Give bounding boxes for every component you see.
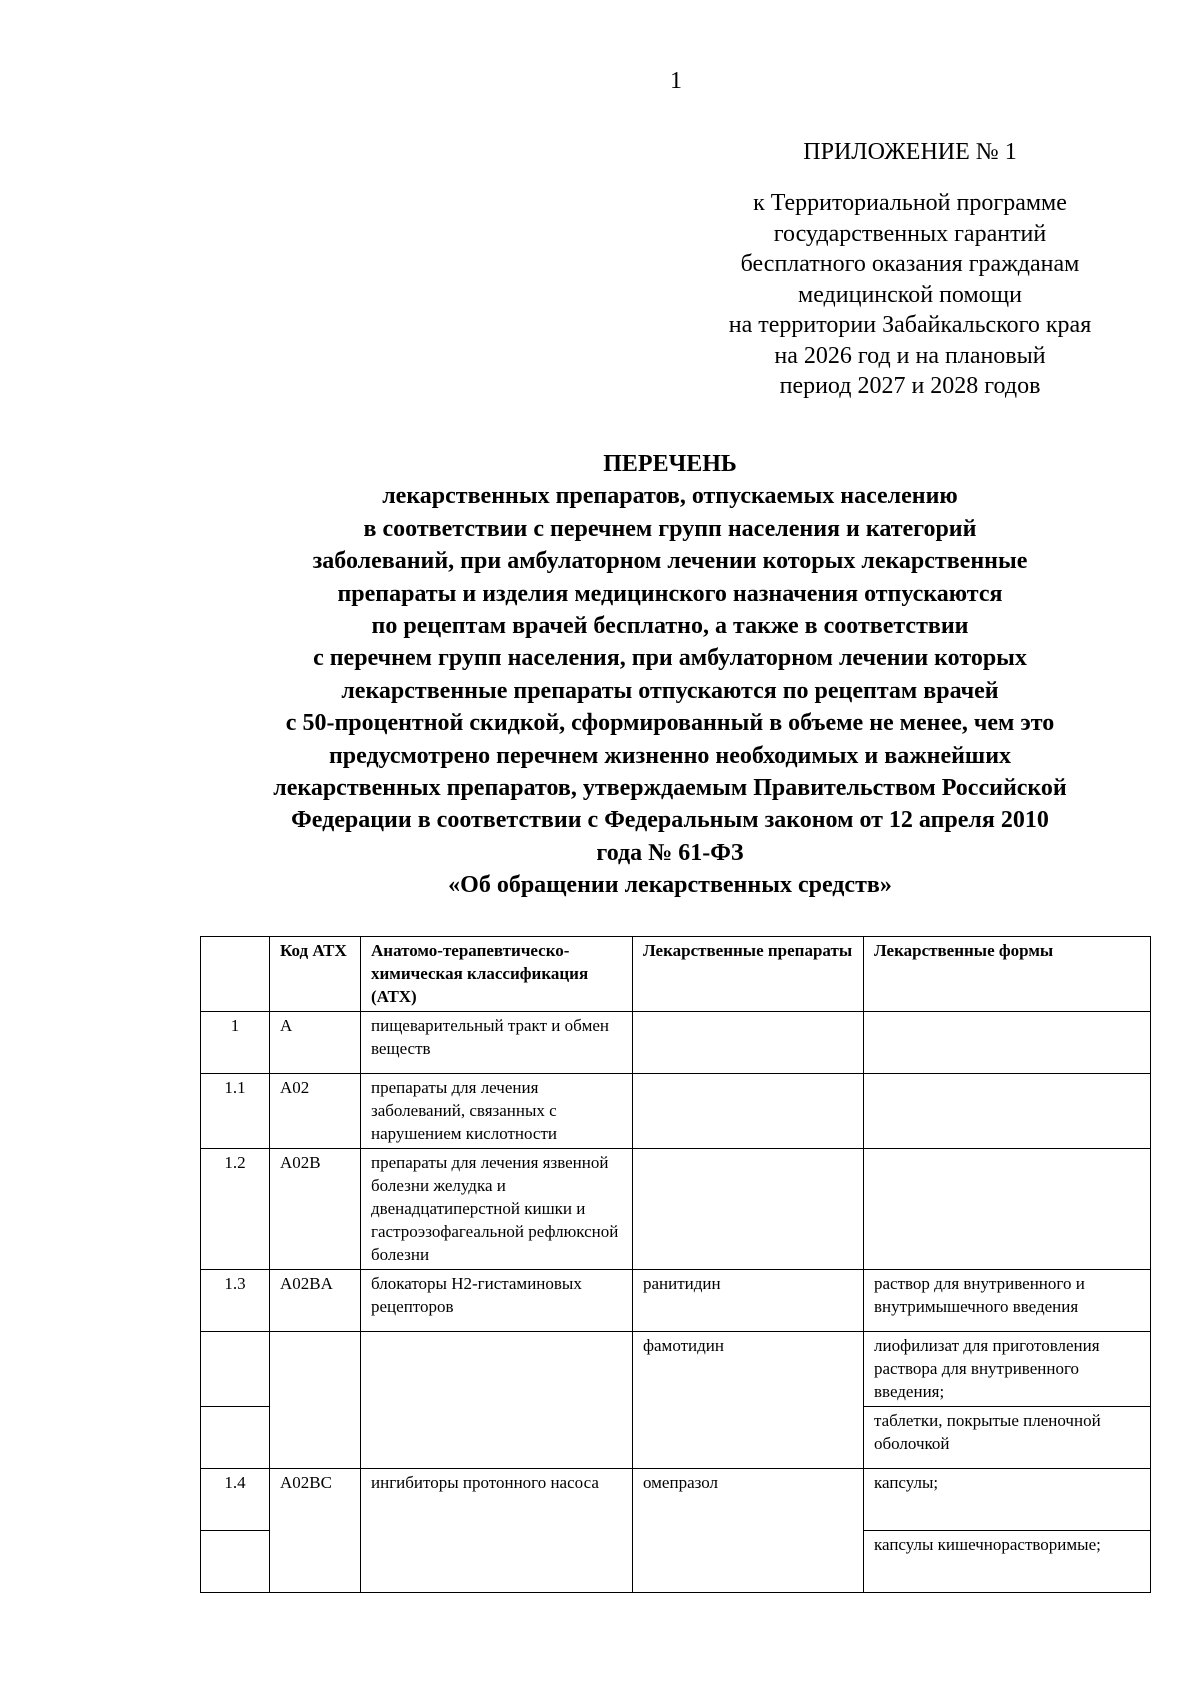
header-forms: Лекарственные формы <box>864 937 1151 1012</box>
row-code: A <box>270 1012 361 1074</box>
table-row <box>201 1012 1151 1074</box>
row-form: таблетки, покрытые пленочной оболочкой <box>864 1407 1151 1469</box>
appendix-line: на 2026 год и на плановый <box>774 342 1046 369</box>
row-form: раствор для внутривенного и внутримышечного введения <box>864 1270 1151 1332</box>
page-number: 1 <box>670 68 682 94</box>
row-form: лиофилизат для приготовления раствора для внутривенного введения; <box>864 1332 1151 1407</box>
header-classification: Анатомо-терапевтическо-химическая классификация (АТХ) <box>361 937 633 1012</box>
row-code <box>270 1332 361 1469</box>
appendix-line: период 2027 и 2028 годов <box>779 373 1041 399</box>
document-title <box>170 448 1170 902</box>
title-line: года № 61-ФЗ <box>596 839 744 866</box>
row-num: 1.1 <box>201 1074 270 1149</box>
row-drug: фамотидин <box>633 1332 864 1469</box>
title-heading: ПЕРЕЧЕНЬ <box>603 451 737 477</box>
row-drug: омепразол <box>633 1469 864 1593</box>
table-row <box>201 1149 1151 1270</box>
row-form <box>864 1149 1151 1270</box>
row-form: капсулы кишечнорастворимые; <box>864 1531 1151 1593</box>
row-num <box>201 1407 270 1469</box>
title-line: лекарственных препаратов, утверждаемым Правительством Российской <box>273 775 1067 802</box>
header-code: Код АТХ <box>270 937 361 1012</box>
table-row <box>201 1469 1151 1531</box>
title-line: «Об обращении лекарственных средств» <box>448 872 892 899</box>
row-drug: ранитидин <box>633 1270 864 1332</box>
appendix-line: на территории Забайкальского края <box>728 312 1092 338</box>
title-line: препараты и изделия медицинского назначения отпускаются <box>337 580 1003 607</box>
title-line: Федерации в соответствии с Федеральным законом от 12 апреля 2010 <box>291 807 1049 834</box>
row-classification <box>361 1332 633 1469</box>
title-line: предусмотрено перечнем жизненно необходимых и важнейших <box>328 742 1012 769</box>
header-num <box>201 937 270 1012</box>
title-line: в соответствии с перечнем групп населения и категорий <box>363 515 977 542</box>
appendix-line: бесплатного оказания гражданам <box>740 251 1080 277</box>
row-num: 1.3 <box>201 1270 270 1332</box>
row-code: A02 <box>270 1074 361 1149</box>
row-form: капсулы; <box>864 1469 1151 1531</box>
row-code: A02BA <box>270 1270 361 1332</box>
title-line: лекарственные препараты отпускаются по рецептам врачей <box>341 677 999 704</box>
row-num <box>201 1332 270 1407</box>
title-line: лекарственных препаратов, отпускаемых населению <box>382 483 958 510</box>
row-classification: пищеварительный тракт и обмен веществ <box>361 1012 633 1074</box>
row-classification: блокаторы H2-гистаминовых рецепторов <box>361 1270 633 1332</box>
table-row <box>201 1270 1151 1332</box>
header-drugs: Лекарственные препараты <box>633 937 864 1012</box>
row-num: 1.4 <box>201 1469 270 1531</box>
appendix-block <box>690 188 1130 402</box>
row-num <box>201 1531 270 1593</box>
appendix-title: ПРИЛОЖЕНИЕ № 1 <box>803 139 1017 165</box>
medications-table <box>200 936 1151 1593</box>
table-row <box>201 1074 1151 1149</box>
table-header-row <box>201 937 1151 1012</box>
row-drug <box>633 1074 864 1149</box>
row-code: A02BC <box>270 1469 361 1593</box>
row-num: 1.2 <box>201 1149 270 1270</box>
table-row <box>201 1332 1151 1407</box>
row-form <box>864 1012 1151 1074</box>
row-drug <box>633 1012 864 1074</box>
appendix-line: медицинской помощи <box>798 281 1022 308</box>
row-classification: препараты для лечения язвенной болезни желудка и двенадцатиперстной кишки и гастроэзофагеальной рефлюксной болезни <box>361 1149 633 1270</box>
title-line: заболеваний, при амбулаторном лечении которых лекарственные <box>312 548 1028 575</box>
title-line: с 50-процентной скидкой, сформированный в объеме не менее, чем это <box>285 710 1055 737</box>
appendix-line: государственных гарантий <box>773 220 1047 247</box>
row-classification: ингибиторы протонного насоса <box>361 1469 633 1593</box>
title-line: по рецептам врачей бесплатно, а также в соответствии <box>371 613 969 640</box>
row-drug <box>633 1149 864 1270</box>
title-line: с перечнем групп населения, при амбулаторном лечении которых <box>313 645 1027 672</box>
appendix-line: к Территориальной программе <box>753 190 1067 216</box>
row-form <box>864 1074 1151 1149</box>
row-code: A02B <box>270 1149 361 1270</box>
row-num: 1 <box>201 1012 270 1074</box>
row-classification: препараты для лечения заболеваний, связанных с нарушением кислотности <box>361 1074 633 1149</box>
